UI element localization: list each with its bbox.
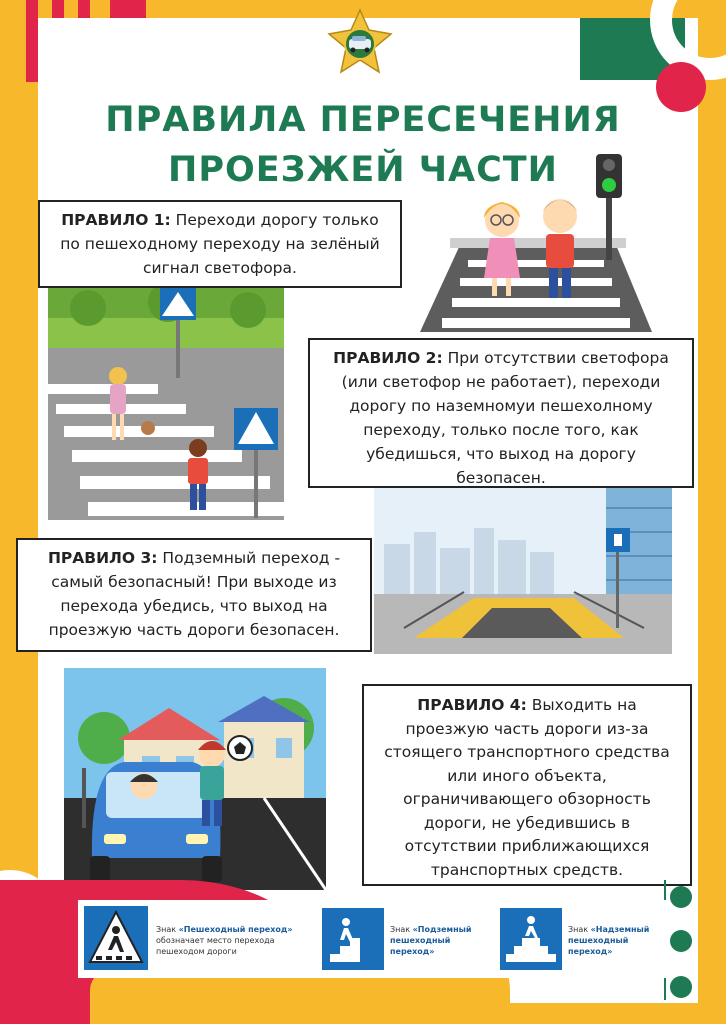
pedestrian-crossing-sign-icon [84,906,148,970]
sign-name: «Надземный пешеходный переход» [568,925,650,956]
rule-label: ПРАВИЛО 4: [417,696,527,714]
rule-text: Переходи дорогу только по пешеходному переходу на зелёный сигнал светофора. [60,211,380,277]
sign-name: «Подземный пешеходный переход» [390,925,472,956]
sign-prefix: Знак [390,925,413,934]
sign-1-caption [156,924,306,957]
sign-3-caption [568,924,664,957]
rule-1-box [38,200,402,288]
underground-crossing-sign-icon [322,908,384,970]
rule-2-box [308,338,694,488]
kids-crosswalk-illustration [420,150,652,332]
sign-prefix: Знак [156,925,179,934]
rule-label: ПРАВИЛО 2: [333,349,443,367]
green-dot-decoration [670,886,692,908]
car-and-child-illustration [64,668,326,890]
rule-text: При отсутствии светофора (или светофор не работает), переходи дорогу по наземномуи пешехолному переходу, только после того, как убедишься, что выход на дорогу безопасен. [341,349,669,487]
rule-text: Выходить на проезжую часть дороги из-за стоящего транспортного средства или иного объекта, ограничивающего обзорность дороги, не убедившись в отсутствии приближающихся транспортных средств. [384,696,670,879]
rule-label: ПРАВИЛО 3: [47,549,158,567]
title-line: ПРОЕЗЖЕЙ ЧАСТИ [168,150,558,190]
sign-desc: обозначает место перехода пешеходом дороги [156,936,275,956]
rule-label: ПРАВИЛО 1: [61,211,171,229]
pedestrian-crossing-illustration [48,288,284,520]
red-stripe-decoration [26,0,38,82]
green-dot-decoration [670,930,692,952]
rule-4-box [362,684,692,886]
rule-text: Подземный переход - самый безопасный! При выходе из перехода убедись, что выход на проезжую часть дороги безопасен. [48,549,341,639]
overhead-crossing-sign-icon [500,908,562,970]
title-line: ПРАВИЛА ПЕРЕСЕЧЕНИЯ [105,100,621,140]
sign-2-caption [390,924,486,957]
traffic-police-emblem [325,8,395,78]
sign-name: «Пешеходный переход» [178,925,293,934]
sign-prefix: Знак [568,925,591,934]
rule-3-box [16,538,372,652]
underground-passage-illustration [374,488,672,654]
green-dot-decoration [670,976,692,998]
